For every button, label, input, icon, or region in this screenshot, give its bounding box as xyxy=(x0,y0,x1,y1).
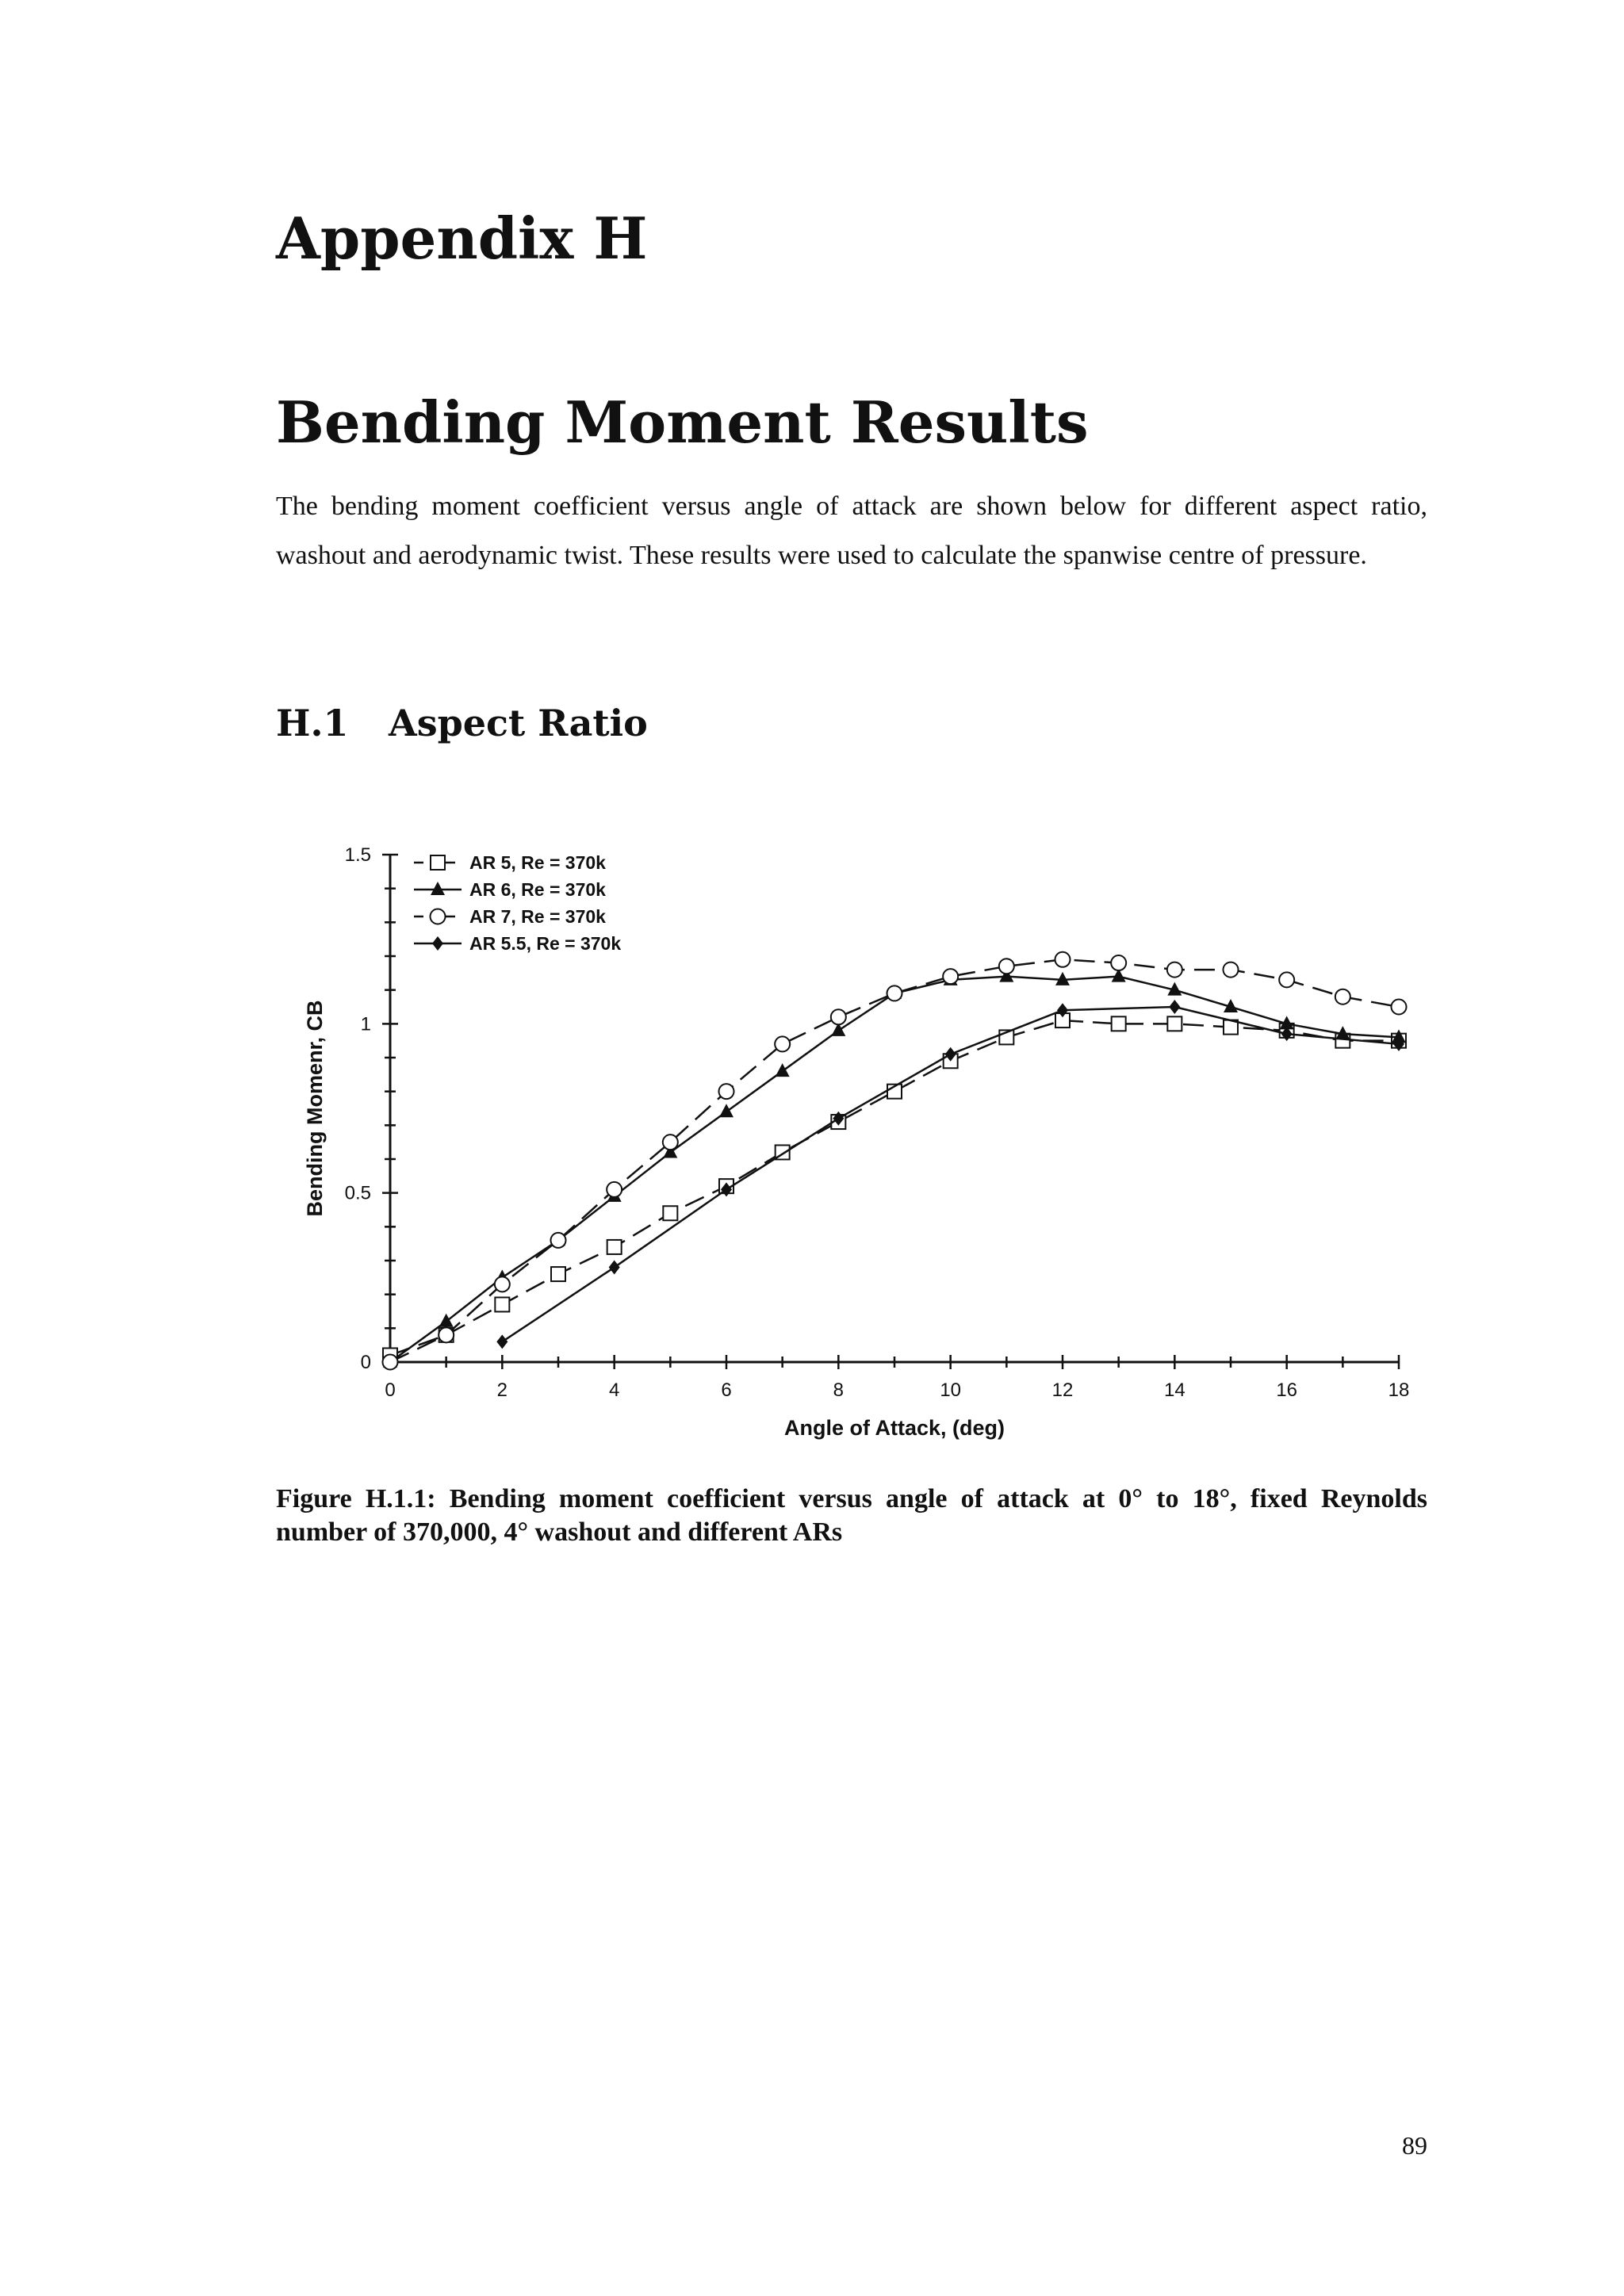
data-point xyxy=(1112,1016,1126,1031)
legend-marker xyxy=(431,882,445,895)
legend-label: AR 5.5, Re = 370k xyxy=(469,933,622,954)
y-axis-label: Bending Momenr, CB xyxy=(303,1000,327,1217)
data-point xyxy=(663,1135,678,1150)
x-tick-label: 8 xyxy=(833,1380,845,1401)
x-axis-label: Angle of Attack, (deg) xyxy=(783,1416,1005,1440)
section-title: Aspect Ratio xyxy=(389,702,648,744)
data-point xyxy=(776,1063,790,1077)
legend-label: AR 6, Re = 370k xyxy=(469,879,606,900)
data-point xyxy=(1224,962,1239,978)
page-number: 89 xyxy=(1402,2131,1427,2160)
legend-item xyxy=(414,852,606,873)
x-tick-label: 16 xyxy=(1276,1380,1298,1401)
x-tick-label: 2 xyxy=(496,1380,508,1401)
data-point xyxy=(551,1267,565,1281)
data-point xyxy=(1279,972,1294,987)
y-tick-label: 0 xyxy=(360,1352,371,1373)
data-point xyxy=(999,959,1014,974)
bending-moment-chart xyxy=(285,825,1427,1459)
data-point xyxy=(719,1084,734,1099)
legend-item xyxy=(414,906,606,927)
data-point xyxy=(495,1276,510,1292)
series-ar-7-re-370k xyxy=(383,952,1407,1370)
data-point xyxy=(1167,962,1182,978)
data-point xyxy=(1392,1000,1407,1015)
data-point xyxy=(775,1036,790,1051)
y-tick-label: 1.5 xyxy=(344,844,371,866)
legend-item xyxy=(414,933,621,954)
data-point xyxy=(1167,1016,1182,1031)
data-point xyxy=(663,1206,677,1220)
data-point xyxy=(439,1314,454,1327)
series-line xyxy=(390,977,1399,1362)
x-tick-label: 14 xyxy=(1163,1380,1185,1401)
x-tick-label: 4 xyxy=(608,1380,620,1401)
data-point xyxy=(1169,1000,1180,1014)
chart-axes xyxy=(345,844,1410,1401)
figure-caption: Figure H.1.1: Bending moment coefficient versus angle of attack at 0° to 18°, fixed Reynolds number of 370,000, 4° washout and different ARs xyxy=(276,1484,1427,1547)
y-tick-label: 0.5 xyxy=(344,1182,371,1204)
legend-label: AR 5, Re = 370k xyxy=(469,852,606,873)
legend-marker xyxy=(431,909,446,924)
x-tick-label: 12 xyxy=(1051,1380,1074,1401)
x-tick-label: 18 xyxy=(1388,1380,1410,1401)
section-heading xyxy=(276,702,648,744)
chart-series xyxy=(383,952,1407,1370)
data-point xyxy=(439,1327,454,1342)
section-number: H.1 xyxy=(276,702,349,744)
series-ar-5-re-370k xyxy=(383,1013,1406,1362)
data-point xyxy=(719,1104,733,1117)
y-tick-label: 1 xyxy=(360,1013,371,1035)
series-line xyxy=(390,959,1399,1362)
data-point xyxy=(609,1261,620,1275)
data-point xyxy=(495,1297,509,1311)
data-point xyxy=(383,1355,398,1370)
data-point xyxy=(887,985,902,1001)
data-point xyxy=(1055,952,1071,967)
data-point xyxy=(831,1009,846,1024)
intro-paragraph: The bending moment coefficient versus angle of attack are shown below for different aspect ratio, washout and aerodynamic twist. These results were used to calculate the spanwise centre of pressure. xyxy=(276,492,1427,570)
x-tick-label: 6 xyxy=(721,1380,732,1401)
data-point xyxy=(943,969,958,984)
data-point xyxy=(1111,955,1126,970)
data-point xyxy=(496,1334,508,1349)
series-line xyxy=(390,1020,1399,1355)
data-point xyxy=(607,1240,622,1254)
legend-item xyxy=(414,879,606,900)
legend-label: AR 7, Re = 370k xyxy=(469,906,606,927)
legend-marker xyxy=(432,936,443,951)
chart-legend xyxy=(414,852,621,954)
chapter-title: Bending Moment Results xyxy=(276,388,1089,456)
x-tick-label: 0 xyxy=(385,1380,396,1401)
x-tick-label: 10 xyxy=(940,1380,962,1401)
data-point xyxy=(551,1233,566,1248)
data-point xyxy=(607,1182,622,1197)
legend-marker xyxy=(431,855,445,870)
appendix-label: Appendix H xyxy=(276,205,648,272)
data-point xyxy=(1335,989,1350,1004)
